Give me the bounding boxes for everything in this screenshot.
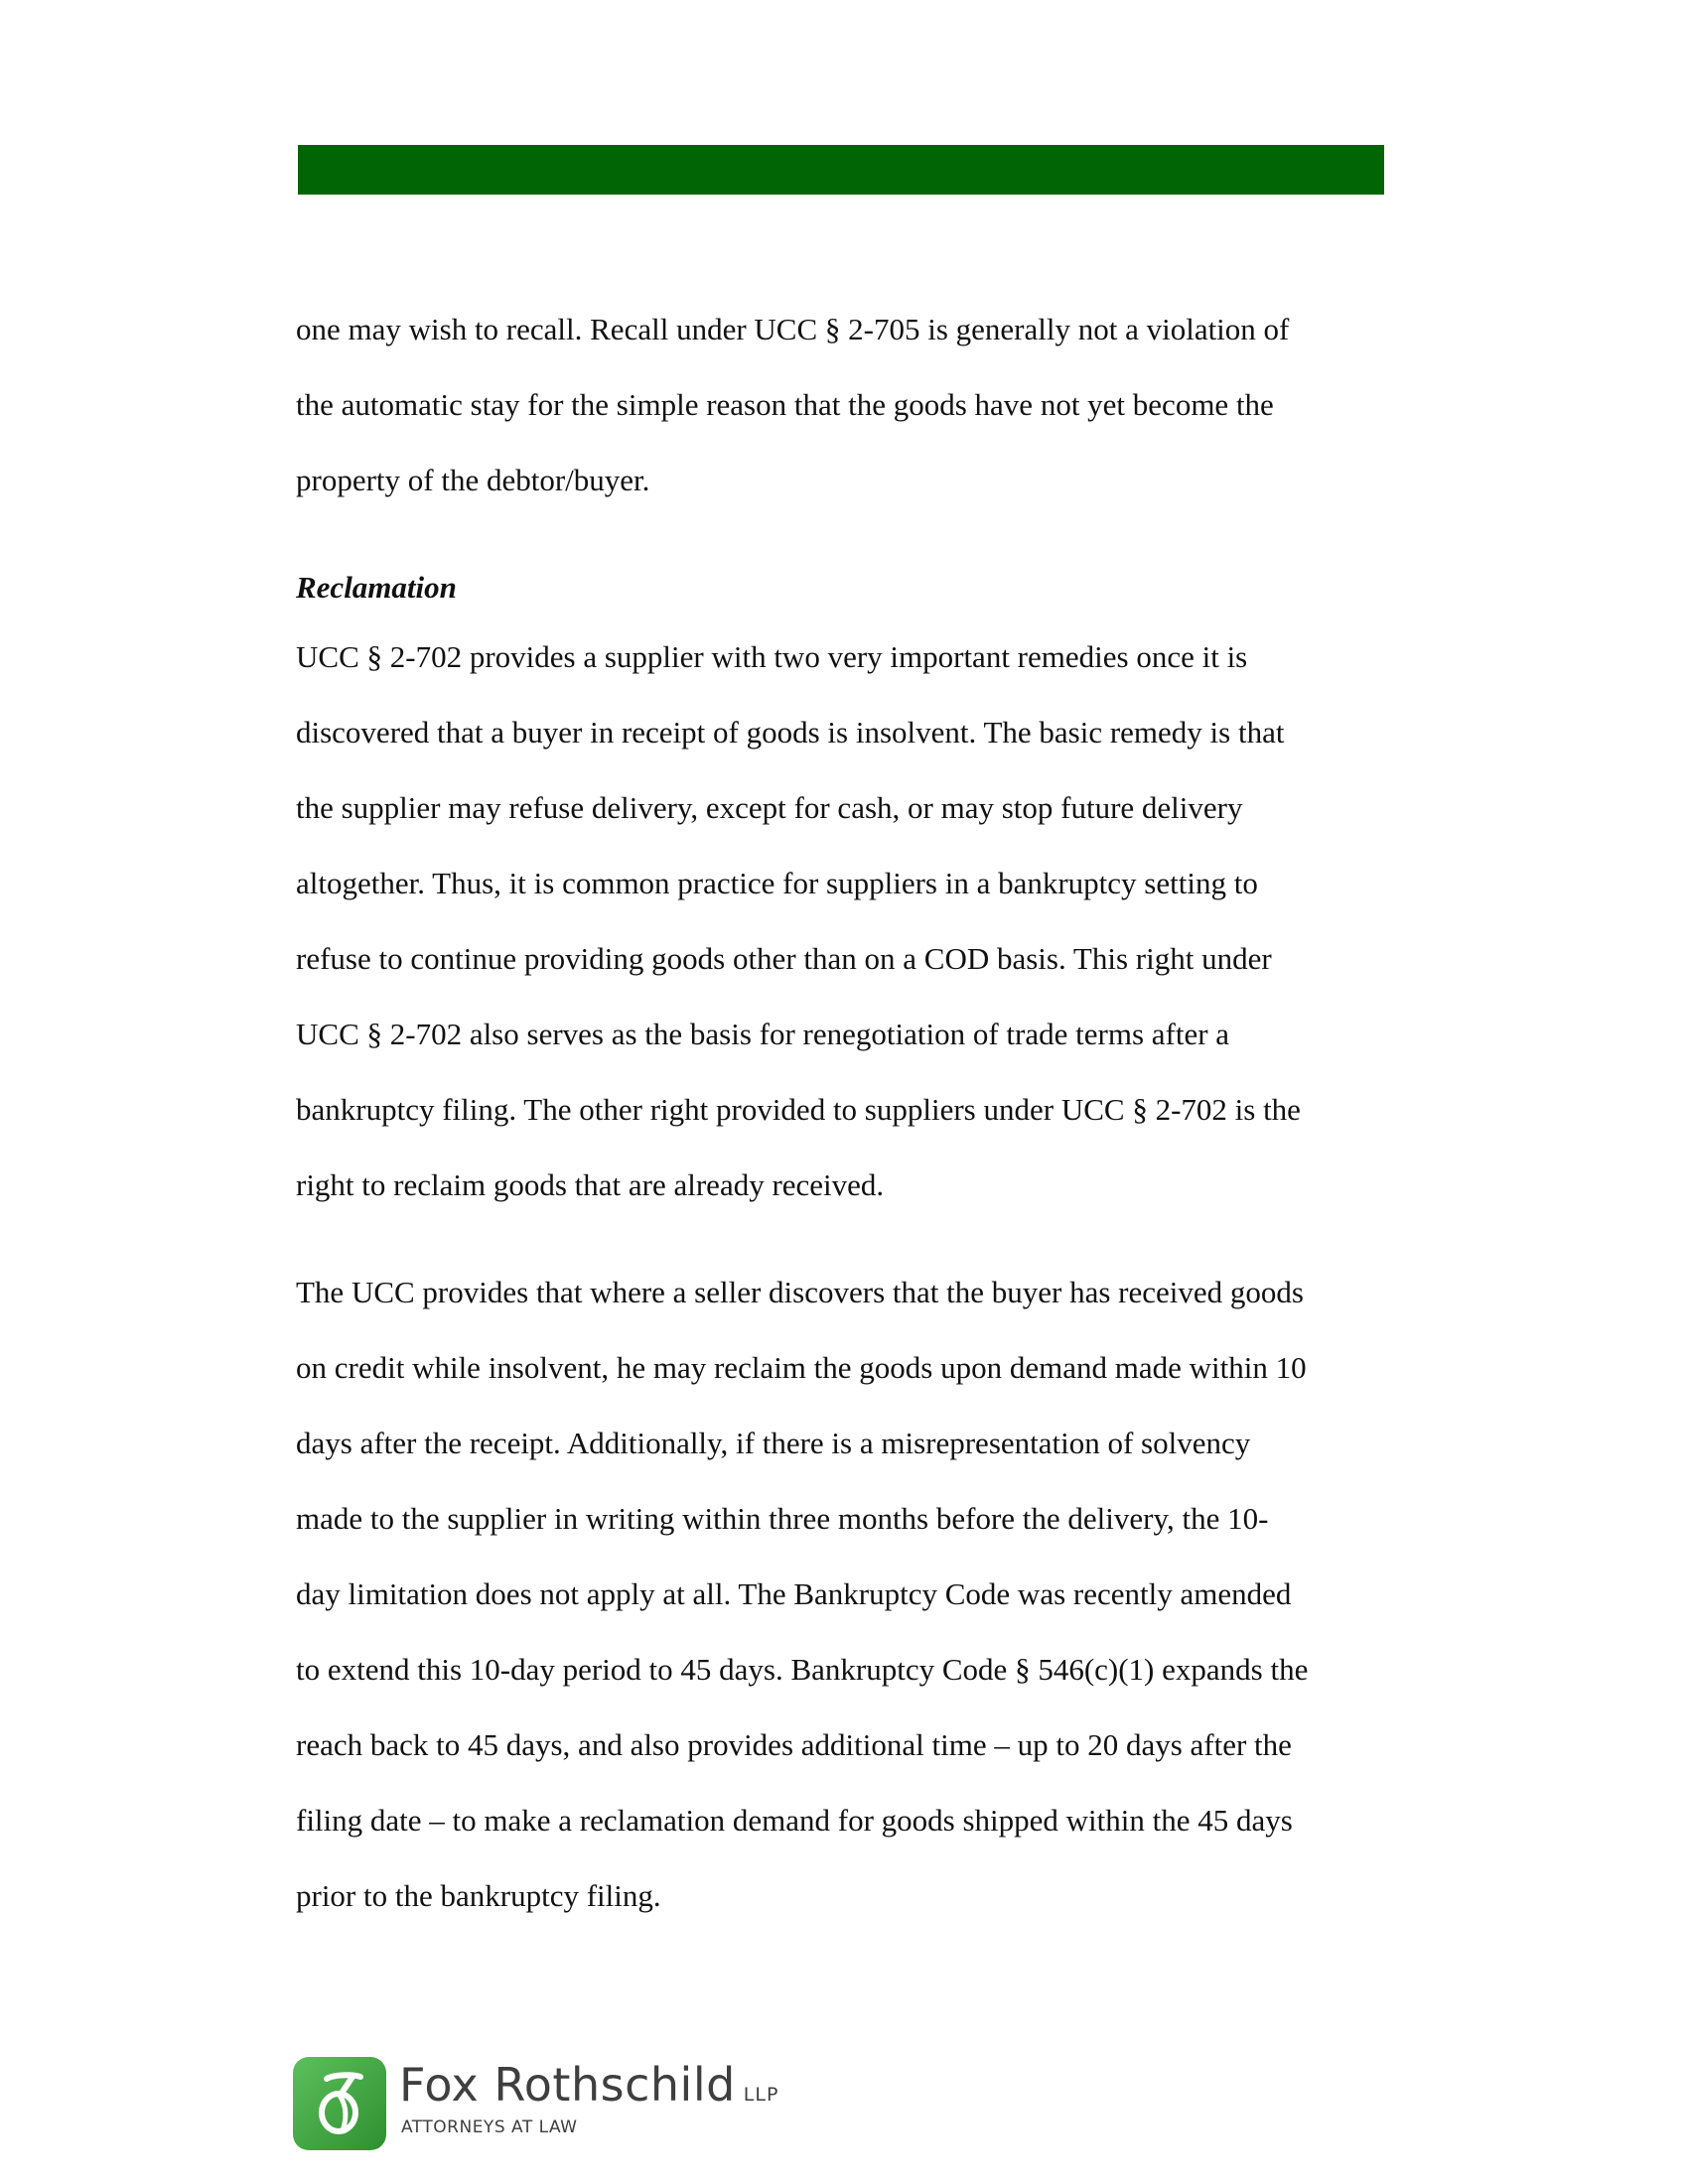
header-bar — [298, 145, 1384, 195]
paragraph-line: discovered that a buyer in receipt of goods is insolvent. The basic remedy is that — [296, 715, 1285, 750]
fox-rothschild-logo-icon — [293, 2057, 386, 2150]
firm-tagline: ATTORNEYS AT LAW — [401, 2117, 578, 2137]
firm-name-text: Fox Rothschild — [399, 2058, 736, 2112]
paragraph-line: The UCC provides that where a seller discovers that the buyer has received goods — [296, 1275, 1304, 1309]
paragraph-line: one may wish to recall. Recall under UCC § 2-705 is generally not a violation of — [296, 312, 1290, 346]
paragraph-line: made to the supplier in writing within three months before the delivery, the 10- — [296, 1501, 1269, 1536]
paragraph-line: the automatic stay for the simple reason that the goods have not yet become the — [296, 387, 1274, 422]
paragraph-line: days after the receipt. Additionally, if there is a misrepresentation of solvency — [296, 1426, 1251, 1460]
paragraph-line: on credit while insolvent, he may reclaim the goods upon demand made within 10 — [296, 1350, 1307, 1385]
paragraph-line: UCC § 2-702 also serves as the basis for renegotiation of trade terms after a — [296, 1017, 1230, 1051]
paragraph-line: UCC § 2-702 provides a supplier with two very important remedies once it is — [296, 639, 1248, 674]
paragraph-line: the supplier may refuse delivery, except for cash, or may stop future delivery — [296, 790, 1243, 825]
paragraph-line: reach back to 45 days, and also provides additional time – up to 20 days after the — [296, 1727, 1292, 1762]
paragraph-line: bankruptcy filing. The other right provided to suppliers under UCC § 2-702 is the — [296, 1092, 1301, 1127]
paragraph-line: prior to the bankruptcy filing. — [296, 1878, 661, 1913]
firm-suffix: LLP — [743, 2084, 779, 2106]
section-heading: Reclamation — [296, 570, 457, 605]
firm-name — [399, 2059, 778, 2120]
paragraph-line: right to reclaim goods that are already received. — [296, 1167, 885, 1202]
paragraph-line: filing date – to make a reclamation demand for goods shipped within the 45 days — [296, 1803, 1293, 1838]
paragraph-line: property of the debtor/buyer. — [296, 463, 650, 497]
paragraph-line: day limitation does not apply at all. The Bankruptcy Code was recently amended — [296, 1576, 1292, 1611]
firm-logo — [293, 2057, 779, 2152]
paragraph-line: refuse to continue providing goods other than on a COD basis. This right under — [296, 941, 1272, 976]
paragraph-line: altogether. Thus, it is common practice for suppliers in a bankruptcy setting to — [296, 866, 1258, 900]
paragraph-line: to extend this 10-day period to 45 days. Bankruptcy Code § 546(c)(1) expands the — [296, 1652, 1309, 1687]
